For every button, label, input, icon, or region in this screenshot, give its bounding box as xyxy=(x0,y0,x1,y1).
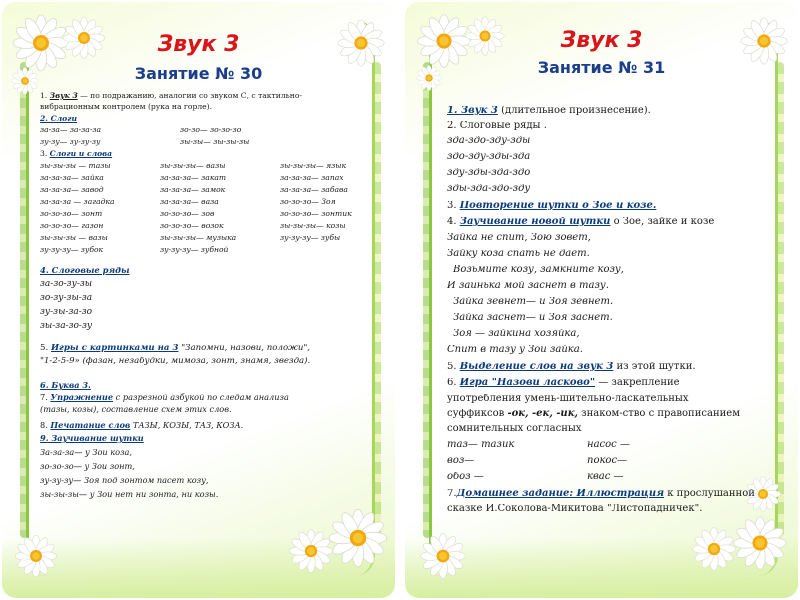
item-9-heading: 9. Заучивание шутки xyxy=(40,434,144,443)
cell-text: зо-зо-зо— зов xyxy=(160,210,215,218)
syllable-series: зду-зды-зда-здо xyxy=(447,168,531,178)
cell-text: обоз — xyxy=(447,472,484,482)
cell-text: насос — xyxy=(587,440,630,450)
joke-line: зо-зо-зо— у Зои зонт, xyxy=(40,462,135,471)
item-8-heading: Печатание слов xyxy=(50,421,131,430)
syllable-series: зы-за-зо-зу xyxy=(40,322,93,331)
syllable-row xyxy=(40,126,362,138)
item-1-heading: 1. Звук 3 xyxy=(447,106,498,116)
word-row xyxy=(40,222,362,234)
syllable-series: зды-зда-здо-зду xyxy=(447,184,531,194)
item-5-line-2: "1-2-5-9» (фазан, незабудки, мимоза, зонт, знамя, звезда). xyxy=(40,357,311,366)
item-5-heading: Выделение слов на звук 3 xyxy=(459,362,614,372)
cell-text: зы-зы— зы-зы-зы xyxy=(180,138,250,146)
cell-text: зо-зо— зо-зо-зо xyxy=(180,126,242,134)
cell-text: за-за-за— ваза xyxy=(160,198,219,206)
cell-text: воз— xyxy=(447,456,475,466)
poem-line: Спит в тазу у Зои зайка. xyxy=(447,345,583,355)
cell-text: зо-зо-зо— газон xyxy=(40,222,104,230)
item-6-line-3: суффиксов -ок, -ек, -ик, знаком-ство с правописанием xyxy=(447,409,740,419)
poem-line: Зоя — зайкина хозяйка, xyxy=(453,329,580,339)
daisy-flower-icon xyxy=(727,510,793,576)
right-content xyxy=(447,106,767,519)
item-6-line-4: сомнительных согласных xyxy=(447,424,582,434)
left-page xyxy=(2,2,395,598)
poem-line: Зайка зевнет— и Зоя зевнет. xyxy=(453,297,614,307)
item-1-line-2: вибрационным контролем (рука на горле). xyxy=(40,103,213,111)
cell-text: зо-зо-зо— возок xyxy=(160,222,224,230)
word-row xyxy=(40,246,362,266)
daisy-flower-icon xyxy=(10,530,62,582)
item-6-line-2: употребления умень-шительно-ласкательных xyxy=(447,394,689,404)
item-7-line-2: сказке И.Соколова-Микитова "Листопадничек". xyxy=(447,504,703,514)
syllable-series: здо-зду-зды-зда xyxy=(447,152,531,162)
item-6-heading: 6. Буква 3. xyxy=(40,381,91,390)
cell-text: квас — xyxy=(587,472,624,482)
item-5: 5. Выделение слов на звук 3 из этой шутки. xyxy=(447,362,696,372)
poem-line: Зайка не спит, Зою зовет, xyxy=(447,233,591,243)
page-title: Звук 3 xyxy=(560,28,643,53)
item-5: 5. Игры с картинками на 3 "Запомни, назови, положи", xyxy=(40,344,311,353)
word-row xyxy=(40,174,362,186)
cell-text: зы-зы-зы — тазы xyxy=(40,162,111,170)
item-5-heading: Игры с картинками на 3 xyxy=(50,344,179,353)
item-3-heading: Слоги и слова xyxy=(49,150,113,158)
cell-text xyxy=(280,246,362,266)
cell-text: таз— тазик xyxy=(447,440,515,450)
cell-text: за-за-за— забава xyxy=(280,186,348,194)
joke-line: зу-зу-зу— Зоя под зонтом пасет козу, xyxy=(40,476,209,485)
cell-text: зо-зо-зо— зонт xyxy=(40,210,103,218)
item-3: 3. Повторение шутки о Зое и козе. xyxy=(447,201,657,211)
item-2-heading: 2. Слоговые ряды . xyxy=(447,121,547,131)
item-1: 1. Звук 3 — по подражанию, аналогии со звуком С, с тактильно- xyxy=(40,92,302,100)
right-page xyxy=(405,2,798,598)
syllable-series: за-зо-зу-зы xyxy=(40,280,93,289)
daisy-flower-icon xyxy=(322,502,394,574)
page-title: Звук 3 xyxy=(157,32,240,57)
cell-text: за-за-за— завод xyxy=(40,186,104,194)
syllable-series: зу-зы-за-зо xyxy=(40,308,93,317)
cell-text: зу-зу— зу-зу-зу xyxy=(40,138,101,146)
cell-text: за-за-за— запах xyxy=(280,174,344,182)
item-4: 4. Заучивание новой шутки о Зое, зайке и козе xyxy=(447,217,715,227)
syllable-row xyxy=(40,138,362,150)
cell-text: зо-зо-зо— Зоя xyxy=(280,198,336,206)
item-4-heading: 4. Слоговые ряды xyxy=(40,266,130,275)
word-row xyxy=(40,210,362,222)
word-pair-row xyxy=(447,472,767,489)
syllable-series: зда-здо-зду-зды xyxy=(447,136,531,146)
cell-text: зу-зу-зу— зубок xyxy=(40,246,104,254)
syllable-series: зо-зу-зы-за xyxy=(40,294,93,303)
item-6: 6. Игра "Назови ласково" — закрепление xyxy=(447,378,680,388)
item-4-heading: Заучивание новой шутки xyxy=(459,217,611,227)
lesson-title: Занятие № 30 xyxy=(134,64,263,83)
poem-line: Возьмите козу, замкните козу, xyxy=(453,265,624,275)
item-8: 8. Печатание слов ТАЗЫ, КОЗЫ, ТАЗ, КОЗА. xyxy=(40,421,244,430)
word-row xyxy=(40,162,362,174)
cell-text: зы-зы-зы— музыка xyxy=(160,234,237,242)
word-pair-row xyxy=(447,440,767,456)
item-7-line-2: (тазы, козы), составление схем этих слов. xyxy=(40,405,232,414)
word-row xyxy=(40,234,362,246)
joke-line: зы-зы-зы— у Зои нет ни зонта, ни козы. xyxy=(40,490,219,499)
cell-text: зы-зы-зы — вазы xyxy=(40,234,108,242)
poem-line: И заинька мой заснет в тазу. xyxy=(447,281,609,291)
cell-text: за-за-за— замок xyxy=(160,186,226,194)
cell-text: за-за-за — загадка xyxy=(40,198,115,206)
cell-text: за-за-за— зайка xyxy=(40,174,104,182)
word-row xyxy=(40,198,362,210)
cell-text: зу-зу-зу— зубы xyxy=(280,234,341,242)
cell-text: зу-зу-зу— зубной xyxy=(160,246,229,254)
item-7-heading: Упражнение xyxy=(50,393,114,402)
lesson-title: Занятие № 31 xyxy=(537,58,666,77)
item-1-heading: Звук 3 xyxy=(49,92,78,100)
item-2-heading: 2. Слоги xyxy=(40,115,78,123)
poem-line: Зайка заснет— и Зоя заснет. xyxy=(453,313,613,323)
cell-text: зо-зо-зо— зонтик xyxy=(280,210,352,218)
item-7-heading: Домашнее задание: Иллюстрация xyxy=(456,489,665,499)
joke-line: За-за-за— у Зои коза, xyxy=(40,448,133,457)
item-6-heading: Игра "Назови ласково" xyxy=(459,378,596,388)
cell-text: зы-зы-зы— козы xyxy=(280,222,346,230)
item-7: 7.Домашнее задание: Иллюстрация к прослушанной xyxy=(447,489,755,499)
item-7: 7. Упражнение с разрезной азбукой по следам анализа xyxy=(40,393,289,402)
left-content xyxy=(40,92,362,504)
item-3-heading: Повторение шутки о Зое и козе. xyxy=(459,201,657,211)
item-3: 3. Слоги и слова xyxy=(40,150,113,158)
cell-text: зы-зы-зы— язык xyxy=(280,162,347,170)
cell-text: за-за— за-за-за xyxy=(40,126,102,134)
cell-text: за-за-за— закат xyxy=(160,174,227,182)
daisy-flower-icon xyxy=(415,528,471,584)
word-pair-row xyxy=(447,456,767,472)
poem-line: Зайку коза спать не дает. xyxy=(447,249,590,259)
item-1: 1. Звук 3 (длительное произнесение). xyxy=(447,106,651,116)
cell-text: зы-зы-зы— вазы xyxy=(160,162,226,170)
cell-text: покос— xyxy=(587,456,628,466)
word-row xyxy=(40,186,362,198)
